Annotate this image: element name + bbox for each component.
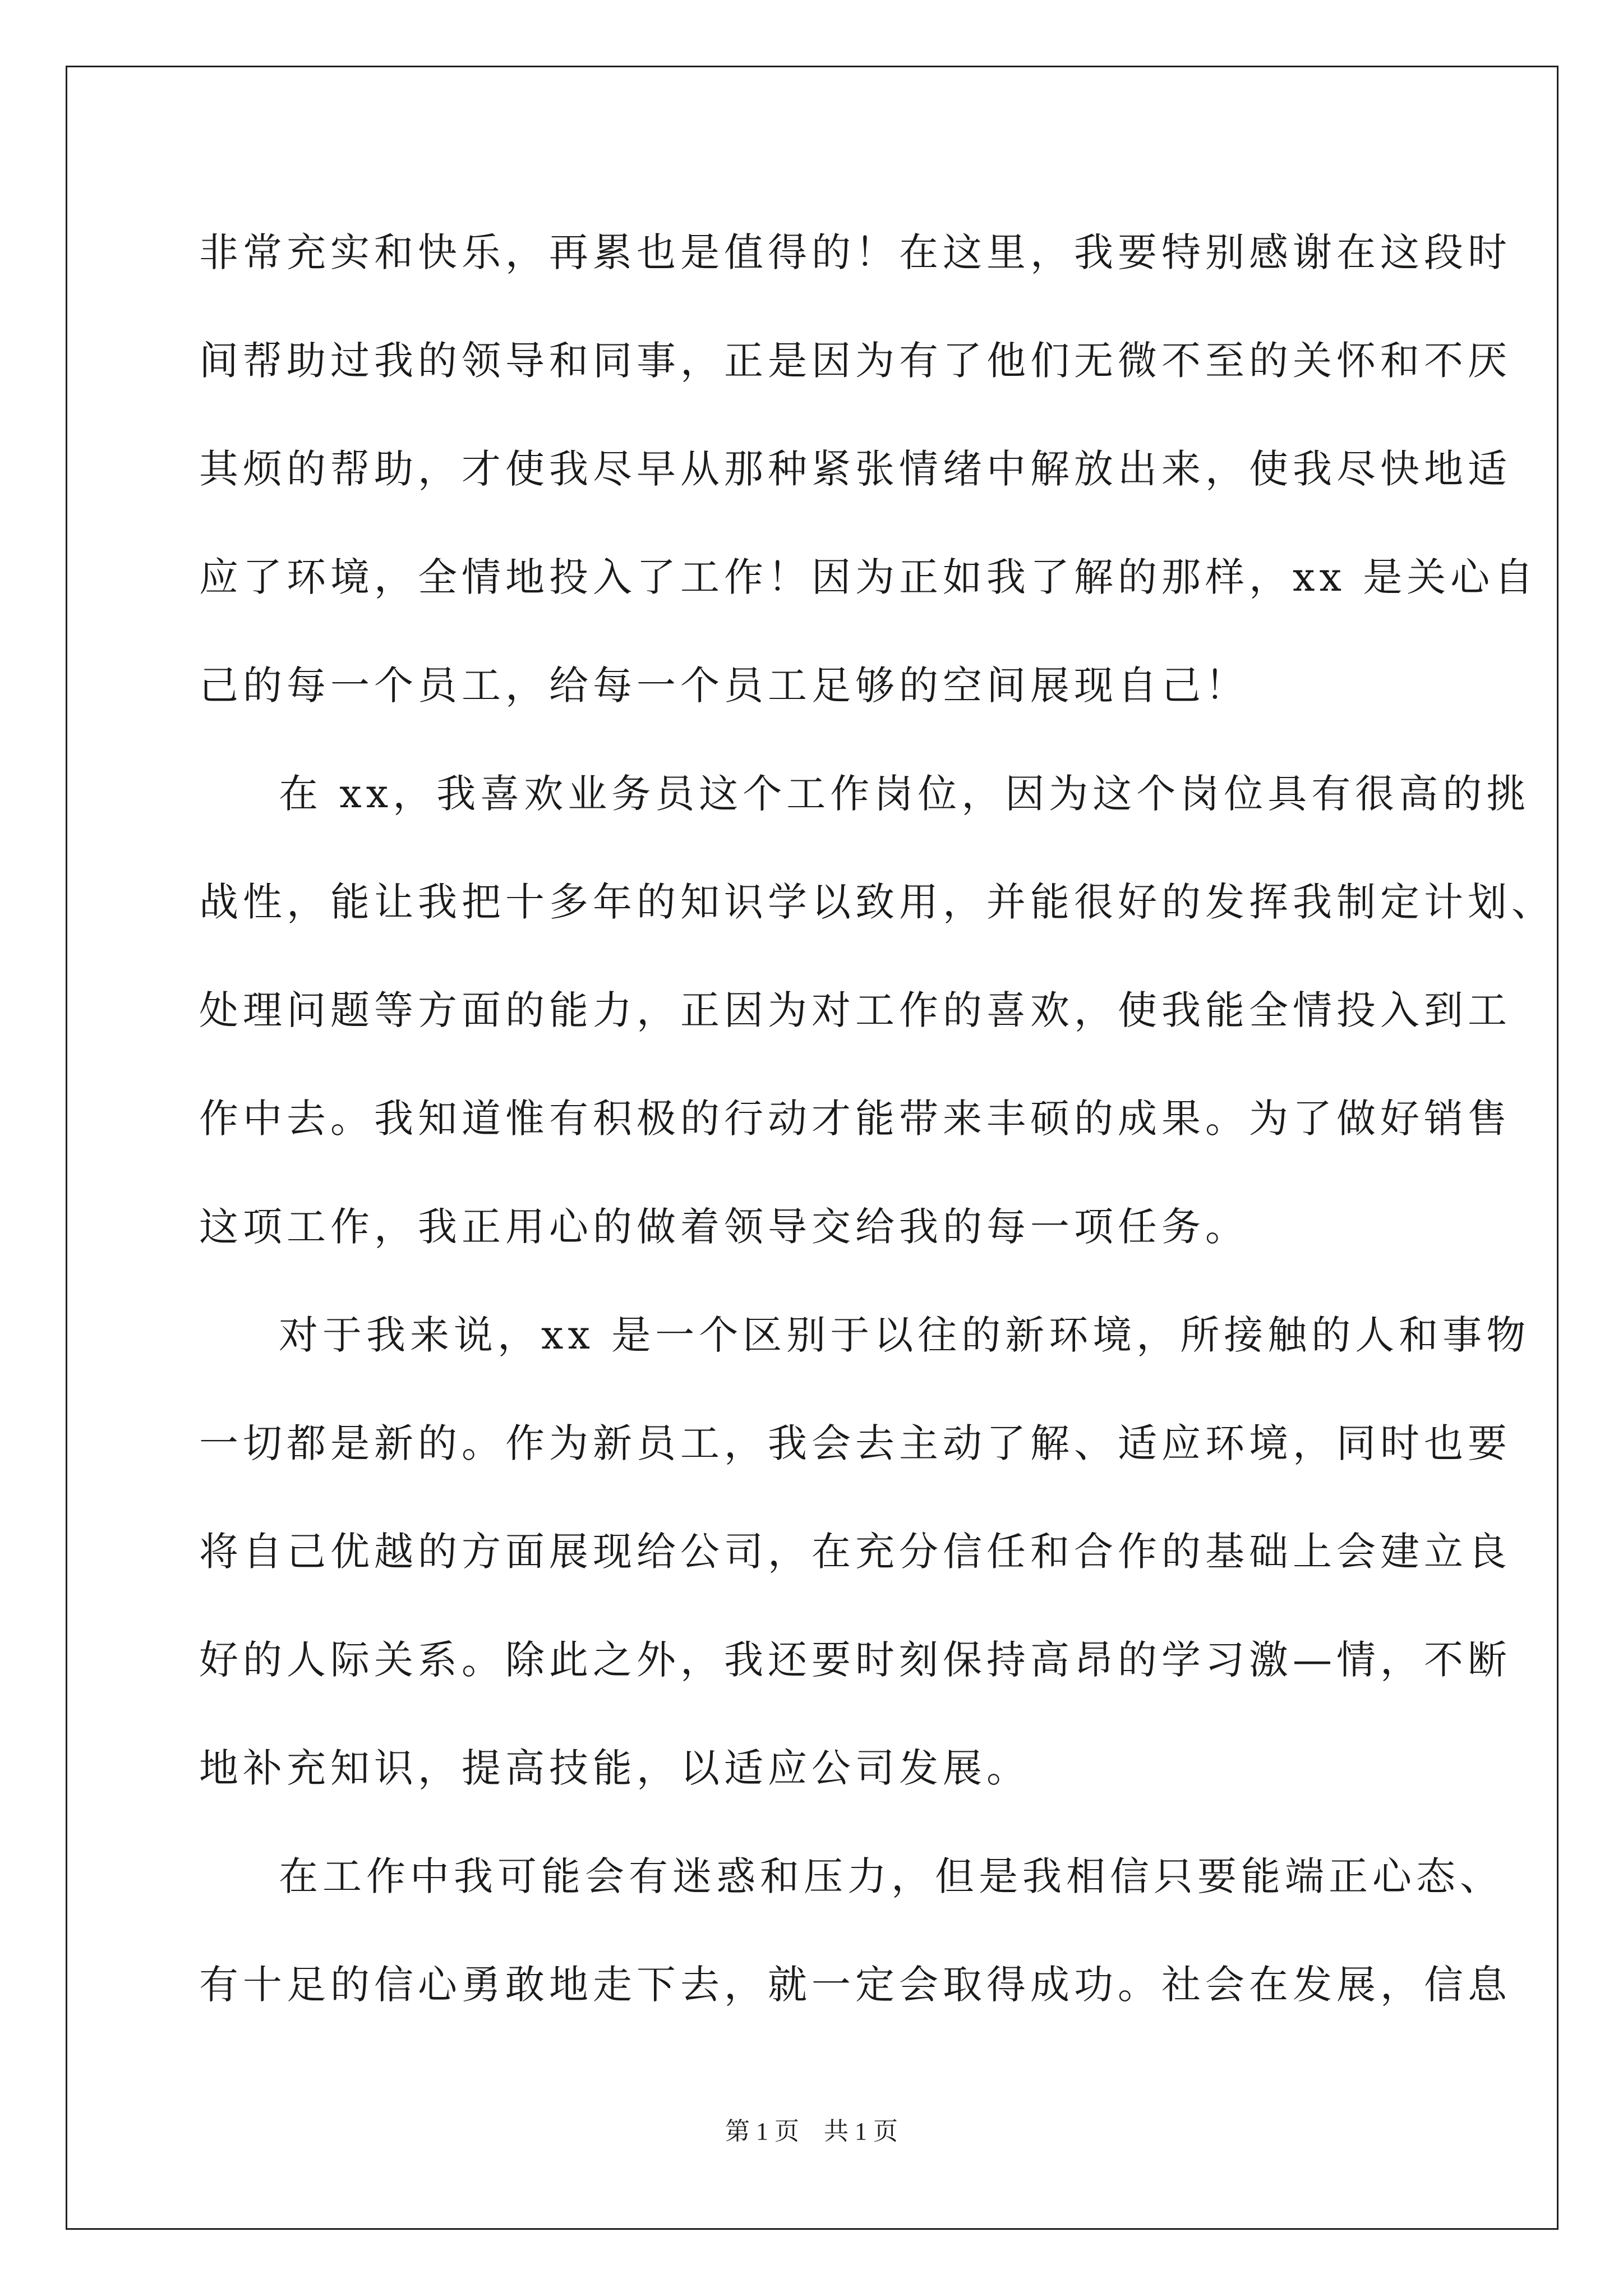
text-line: 有十足的信心勇敢地走下去，就一定会取得成功。社会在发展，信息 [199, 1962, 1511, 2008]
text-line: 处理问题等方面的能力，正因为对工作的喜欢，使我能全情投入到工 [199, 987, 1511, 1033]
text-line: 应了环境，全情地投入了工作！因为正如我了解的那样，xx 是关心自 [199, 554, 1538, 600]
page-number-footer: 第 1 页 共 1 页 [725, 2118, 898, 2145]
paragraph-first-line: 对于我来说，xx 是一个区别于以往的新环境，所接触的人和事物 [279, 1312, 1530, 1358]
text-line: 己的每一个员工，给每一个员工足够的空间展现自己！ [199, 662, 1249, 708]
text-line: 将自己优越的方面展现给公司，在充分信任和合作的基础上会建立良 [199, 1529, 1511, 1575]
text-line: 战性，能让我把十多年的知识学以致用，并能很好的发挥我制定计划、 [199, 879, 1555, 925]
paragraph-first-line: 在 xx，我喜欢业务员这个工作岗位，因为这个岗位具有很高的挑 [279, 771, 1530, 817]
text-line: 地补充知识，提高技能，以适应公司发展。 [199, 1745, 1030, 1791]
text-line: 间帮助过我的领导和同事，正是因为有了他们无微不至的关怀和不厌 [199, 338, 1511, 384]
paragraph-first-line: 在工作中我可能会有迷惑和压力，但是我相信只要能端正心态、 [279, 1853, 1504, 1899]
text-line: 其烦的帮助，才使我尽早从那种紧张情绪中解放出来，使我尽快地适 [199, 446, 1511, 492]
text-line: 非常充实和快乐，再累也是值得的！在这里，我要特别感谢在这段时 [199, 229, 1511, 275]
text-line: 好的人际关系。除此之外，我还要时刻保持高昂的学习激—情，不断 [199, 1637, 1511, 1683]
text-line: 一切都是新的。作为新员工，我会去主动了解、适应环境，同时也要 [199, 1420, 1511, 1466]
text-line: 这项工作，我正用心的做着领导交给我的每一项任务。 [199, 1204, 1249, 1250]
text-line: 作中去。我知道惟有积极的行动才能带来丰硕的成果。为了做好销售 [199, 1096, 1511, 1142]
